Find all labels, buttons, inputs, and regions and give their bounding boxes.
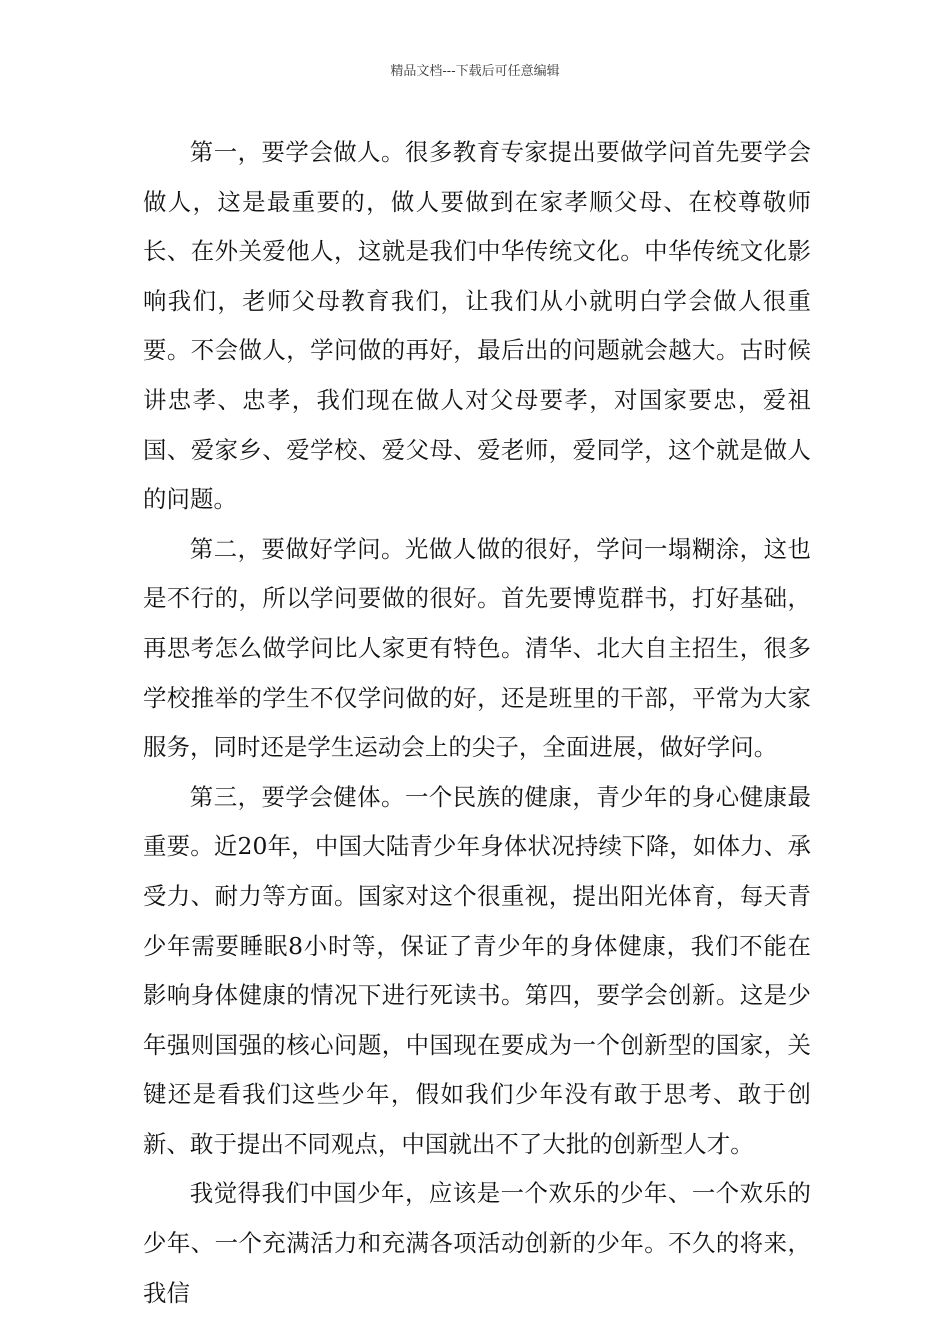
- page-header: 精品文档---下载后可任意编辑: [390, 64, 560, 79]
- body-text: [143, 128, 811, 1318]
- paragraph-1: 第一，要学会做人。很多教育专家提出要做学问首先要学会做人，这是最重要的，做人要做到在家孝顺父母、在校尊敬师长、在外关爱他人，这就是我们中华传统文化。中华传统文化影响我们，老师父母教育我们，让我们从小就明白学会做人很重要。不会做人，学问做的再好，最后出的问题就会越大。古时候讲忠孝、忠孝，我们现在做人对父母要孝，对国家要忠，爱祖国、爱家乡、爱学校、爱父母、爱老师，爱同学，这个就是做人的问题。: [143, 138, 811, 514]
- paragraph-3: 第三，要学会健体。一个民族的健康，青少年的身心健康最重要。近20年，中国大陆青少年身体状况持续下降，如体力、承受力、耐力等方面。国家对这个很重视，提出阳光体育，每天青少年需要睡眠8小时等，保证了青少年的身体健康，我们不能在影响身体健康的情况下进行死读书。第四，要学会创新。这是少年强则国强的核心问题，中国现在要成为一个创新型的国家，关键还是看我们这些少年，假如我们少年没有敢于思考、敢于创新、敢于提出不同观点，中国就出不了大批的创新型人才。: [143, 782, 811, 1158]
- paragraph-4: 我觉得我们中国少年，应该是一个欢乐的少年、一个欢乐的少年、一个充满活力和充满各项活动创新的少年。不久的将来，我信: [143, 1179, 811, 1307]
- paragraph-2: 第二，要做好学问。光做人做的很好，学问一塌糊涂，这也是不行的，所以学问要做的很好。首先要博览群书，打好基础，再思考怎么做学问比人家更有特色。清华、北大自主招生，很多学校推举的学生不仅学问做的好，还是班里的干部，平常为大家服务，同时还是学生运动会上的尖子，全面进展，做好学问。: [143, 534, 811, 762]
